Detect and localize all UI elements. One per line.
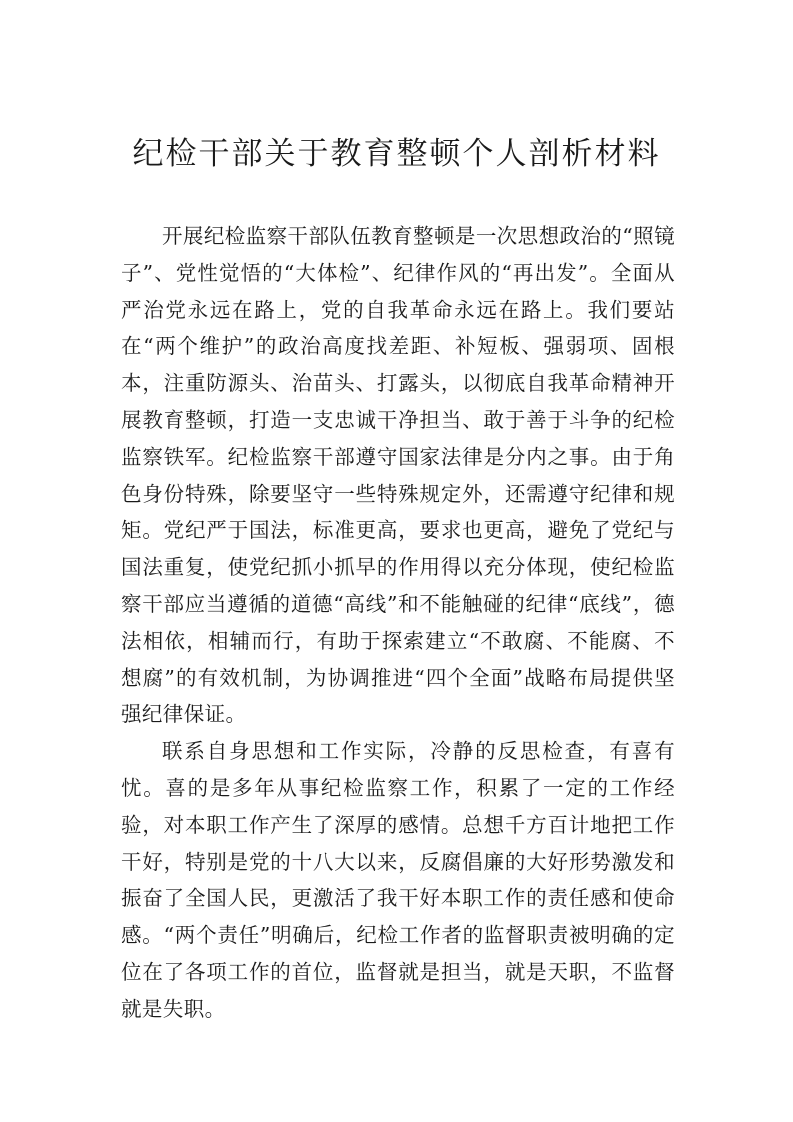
document-title: 纪检干部关于教育整顿个人剖析材料: [132, 136, 661, 172]
body-paragraph-1: 开展纪检监察干部队伍教育整顿是一次思想政治的“照镜子”、党性觉悟的“大体检”、纪律作风的“再出发”。全面从严治党永远在路上，党的自我革命永远在路上。我们要站在“两个维护”的政治高度找差距、补短板、强弱项、固根本，注重防源头、治苗头、打露头，以彻底自我革命精神开展教育整顿，打造一支忠诚干净担当、敢于善于斗争的纪检监察铁军。纪检监察干部遵守国家法律是分内之事。由于角色身份特殊，除要坚守一些特殊规定外，还需遵守纪律和规矩。党纪严于国法，标准更高，要求也更高，避免了党纪与国法重复，使党纪抓小抓早的作用得以充分体现，使纪检监察干部应当遵循的道德“高线”和不能触碰的纪律“底线”，德法相依，相辅而行，有助于探索建立“不敢腐、不能腐、不想腐”的有效机制，为协调推进“四个全面”战略布局提供坚强纪律保证。: [121, 224, 675, 727]
document-body: [121, 218, 675, 1028]
body-paragraph-2: 联系自身思想和工作实际，冷静的反思检查，有喜有忧。喜的是多年从事纪检监察工作，积累了一定的工作经验，对本职工作产生了深厚的感情。总想千方百计地把工作干好，特别是党的十八大以来，反腐倡廉的大好形势激发和振奋了全国人民，更激活了我干好本职工作的责任感和使命感。“两个责任”明确后，纪检工作者的监督职责被明确的定位在了各项工作的首位，监督就是担当，就是天职，不监督就是失职。: [121, 739, 675, 1021]
